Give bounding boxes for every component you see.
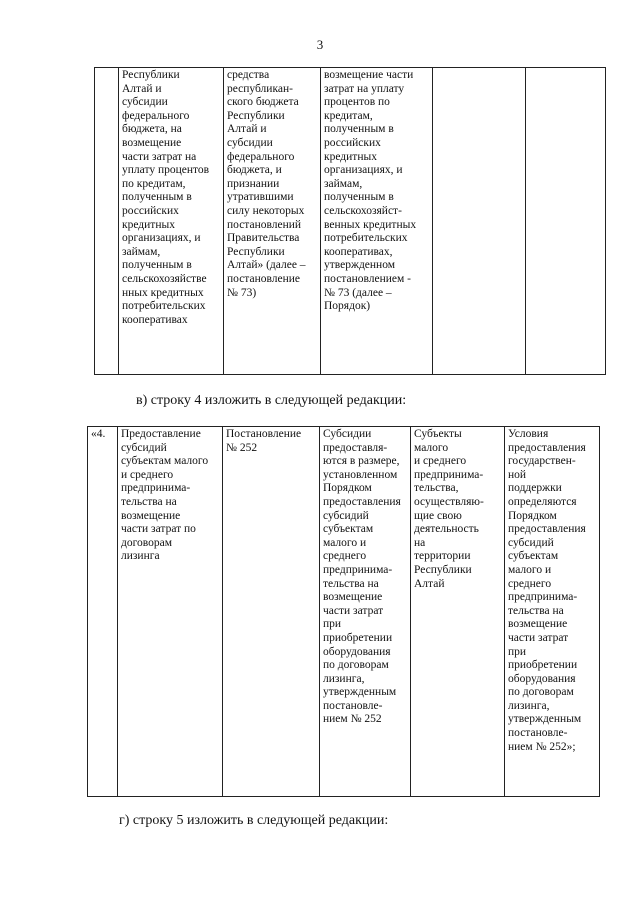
table-cell-recipients	[433, 68, 526, 375]
table-cell-description: возмещение части затрат на уплату процентов по кредитам, полученным в российских кредитных организациях, и займам, полученным в сельскохозяйст- венных кредитных потребительских кооперативах, утвержденном постановлением - № 73 (далее – Порядок)	[321, 68, 433, 375]
table-cell-description: Субсидии предоставля- ются в размере, установленном Порядком предоставления субсидий субъектам малого и среднего предпринима- тельства на возмещение части затрат при приобретении оборудования по договорам лизинга, утвержденным постановле- нием № 252	[320, 427, 411, 797]
instruction-row-4: в) строку 4 изложить в следующей редакции:	[136, 393, 407, 408]
table-row-4	[87, 426, 600, 797]
table-cell-measure: Предоставление субсидий субъектам малого и среднего предпринима- тельства на возмещение части затрат по договорам лизинга	[118, 427, 223, 797]
table-cell-legal-act: Постановление № 252	[223, 427, 320, 797]
table-cell-number	[95, 68, 119, 375]
page-number: 3	[316, 37, 324, 52]
table-cell-measure: Республики Алтай и субсидии федерального бюджета, на возмещение части затрат на уплату процентов по кредитам, полученным в российских кредитных организациях, и займам, полученным в сельскохозяйстве нных кредитных потребительских кооперативах	[119, 68, 224, 375]
table-cell-conditions	[526, 68, 606, 375]
table-row	[88, 427, 600, 797]
table-row	[95, 68, 606, 375]
table-cell-number: «4.	[88, 427, 118, 797]
table-cell-conditions: Условия предоставления государствен- ной поддержки определяются Порядком предоставления субсидий субъектам малого и среднего предпринима- тельства на возмещение части затрат при приобретении оборудования по договорам лизинга, утвержденным постановле- нием № 252»;	[505, 427, 600, 797]
table-continuation	[94, 67, 606, 375]
table-cell-recipients: Субъекты малого и среднего предпринима- тельства, осуществляю- щие свою деятельность на территории Республики Алтай	[411, 427, 505, 797]
instruction-row-5: г) строку 5 изложить в следующей редакции:	[119, 813, 389, 828]
table-cell-legal-act: средства республикан- ского бюджета Республики Алтай и субсидии федерального бюджета, и признании утратившими силу некоторых постановлений Правительства Республики Алтай» (далее – постановление № 73)	[224, 68, 321, 375]
